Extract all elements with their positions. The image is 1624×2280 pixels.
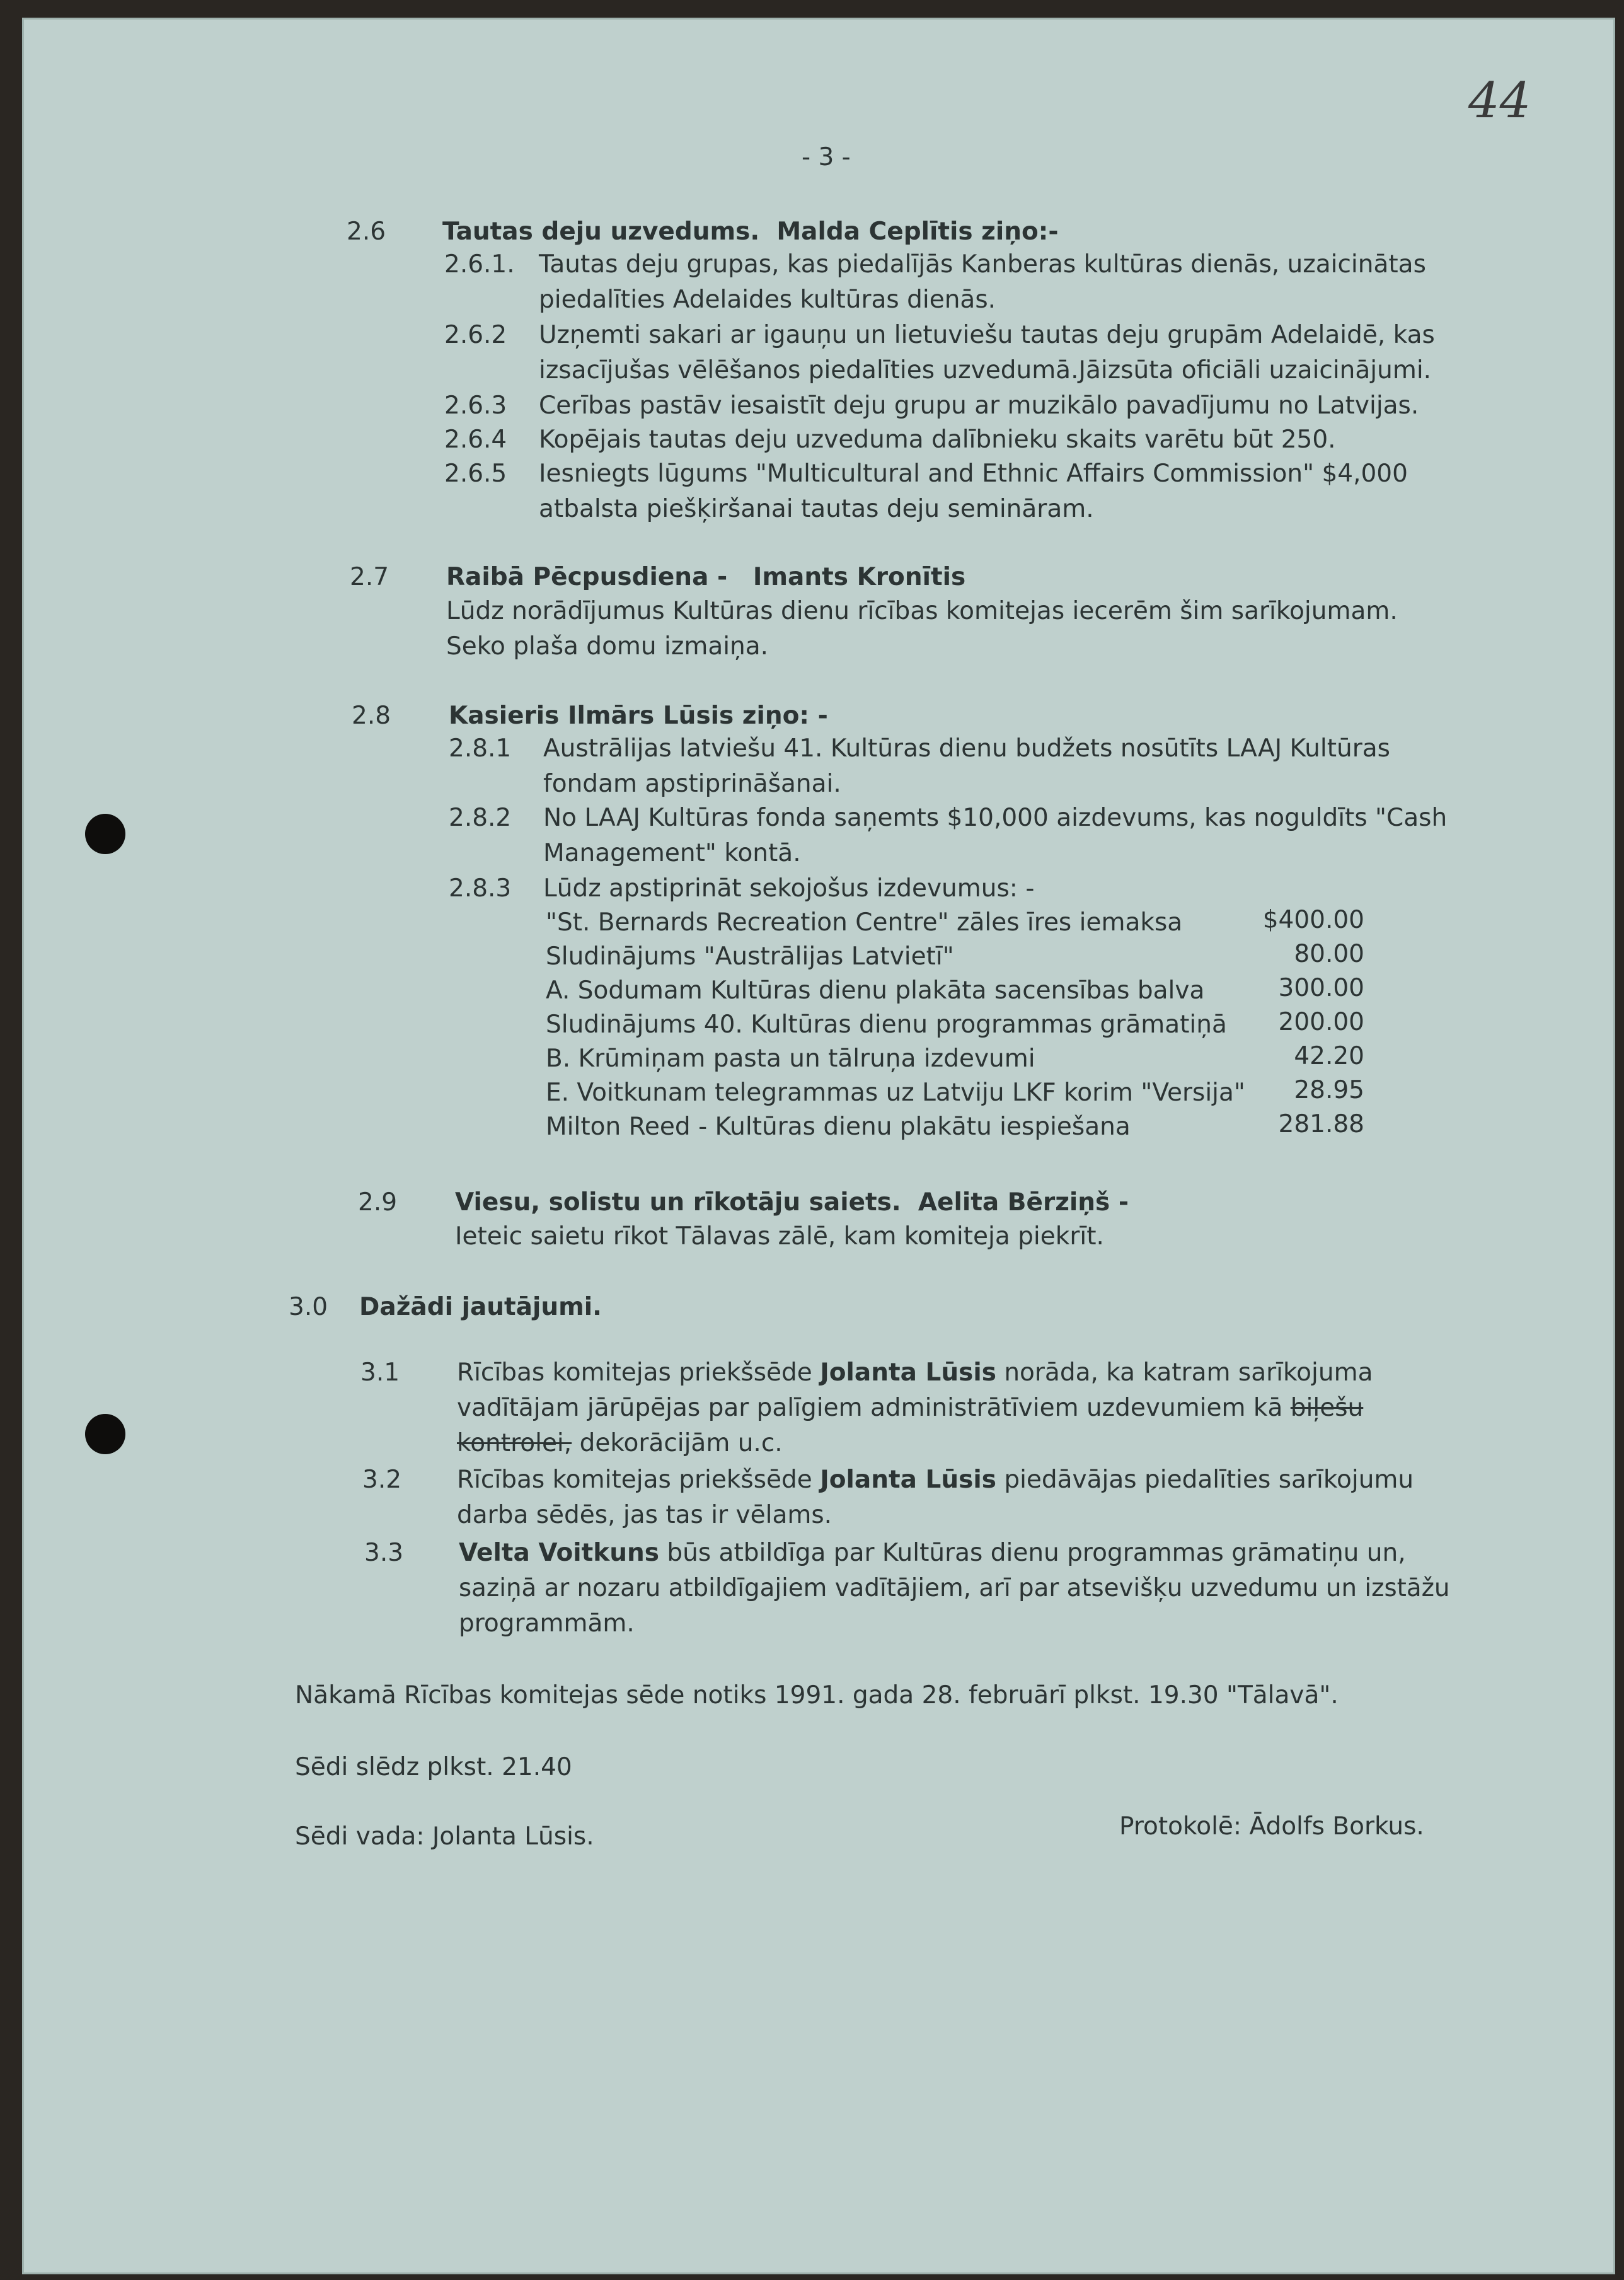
section-3-3-number: 3.3 [364, 1539, 404, 1567]
item-2-6-2-line-2: izsacījušas vēlēšanos piedalīties uzvedumā.Jāizsūta oficiāli uzaicinājumi. [539, 356, 1432, 385]
chairperson-name: Jolanta Lūsis [820, 1358, 996, 1387]
section-2-9-line-1: Ieteic saietu rīkot Tālavas zālē, kam komiteja piekrīt. [455, 1222, 1104, 1251]
item-2-6-2-number: 2.6.2 [444, 321, 507, 349]
expense-amount: 281.88 [1278, 1110, 1364, 1138]
expense-description: A. Sodumam Kultūras dienu plakāta sacensības balva [546, 976, 1205, 1005]
expense-amount: 200.00 [1278, 1008, 1364, 1036]
expense-amount: 28.95 [1294, 1076, 1364, 1104]
section-2-8-title: Kasieris Ilmārs Lūsis ziņo: - [449, 702, 828, 730]
expense-description: Milton Reed - Kultūras dienu plakātu iespiešana [546, 1113, 1131, 1141]
section-2-7-number: 2.7 [350, 563, 389, 591]
section-3-3-line-3: programmām. [459, 1609, 635, 1638]
punch-hole-upper [85, 814, 125, 854]
section-2-7-title: Raibā Pēcpusdiena - Imants Kronītis [446, 563, 966, 591]
item-2-8-2-line-1: No LAAJ Kultūras fonda saņemts $10,000 aizdevums, kas noguldīts "Cash [543, 804, 1448, 832]
section-2-6-title: Tautas deju uzvedums. Malda Ceplītis ziņo:- [442, 217, 1059, 246]
punch-hole-lower [85, 1414, 125, 1454]
section-3-1-line-2: vadītājam jārūpējas par palīgiem administrātīviem uzdevumiem kā biļešu [457, 1394, 1364, 1422]
page-number: - 3 - [802, 143, 851, 171]
item-2-8-3-line-1: Lūdz apstiprināt sekojošus izdevumus: - [543, 874, 1035, 903]
struck-word: biļešu [1290, 1394, 1364, 1422]
expense-amount: 80.00 [1294, 940, 1364, 968]
item-2-6-5-line-1: Iesniegts lūgums "Multicultural and Ethnic Affairs Commission" $4,000 [539, 460, 1408, 488]
expense-amount: 42.20 [1294, 1042, 1364, 1070]
responsible-person-name: Velta Voitkuns [459, 1539, 659, 1567]
item-2-6-1-number: 2.6.1. [444, 250, 515, 279]
section-3-1-number: 3.1 [360, 1358, 400, 1387]
item-2-6-1-line-2: piedalīties Adelaides kultūras dienās. [539, 286, 996, 314]
section-3-1-line-3: kontrolei, dekorācijām u.c. [457, 1429, 783, 1457]
expense-description: Sludinājums 40. Kultūras dienu programmas grāmatiņā [546, 1010, 1227, 1039]
expense-description: "St. Bernards Recreation Centre" zāles īres iemaksa [546, 908, 1183, 937]
item-2-8-1-number: 2.8.1 [449, 734, 512, 763]
expense-amount: $400.00 [1262, 906, 1364, 934]
chaired-by-note: Sēdi vada: Jolanta Lūsis. [295, 1822, 594, 1851]
expense-description: Sludinājums "Austrālijas Latvietī" [546, 942, 954, 971]
expense-amount: 300.00 [1278, 974, 1364, 1002]
section-3-0-number: 3.0 [289, 1293, 328, 1321]
chairperson-name: Jolanta Lūsis [820, 1466, 996, 1494]
expense-description: B. Krūmiņam pasta un tālruņa izdevumi [546, 1045, 1035, 1073]
section-3-2-line-2: darba sēdēs, jas tas ir vēlams. [457, 1501, 832, 1529]
section-2-9-number: 2.9 [358, 1188, 398, 1217]
item-2-6-3-number: 2.6.3 [444, 391, 507, 420]
item-2-6-1-line-1: Tautas deju grupas, kas piedalījās Kanberas kultūras dienās, uzaicinātas [539, 250, 1426, 279]
handwritten-folio-number: 44 [1468, 72, 1531, 129]
section-3-3-line-2: saziņā ar nozaru atbildīgajiem vadītājiem, arī par atsevišķu uzvedumu un izstāžu [459, 1574, 1450, 1602]
section-3-1-line-1: Rīcības komitejas priekšsēde Jolanta Lūsis norāda, ka katram sarīkojuma [457, 1358, 1373, 1387]
section-2-9-reporter: Aelita Bērziņš - [918, 1188, 1129, 1217]
protocol-by-note: Protokolē: Ādolfs Borkus. [1119, 1812, 1424, 1841]
item-2-8-1-line-2: fondam apstiprināšanai. [543, 770, 841, 798]
meeting-closed-note: Sēdi slēdz plkst. 21.40 [295, 1753, 572, 1781]
section-2-9-title: Viesu, solistu un rīkotāju saiets. Aelita Bērziņš - [455, 1188, 1129, 1217]
item-2-6-5-line-2: atbalsta piešķiršanai tautas deju semināram. [539, 495, 1094, 523]
next-meeting-note: Nākamā Rīcības komitejas sēde notiks 1991. gada 28. februārī plkst. 19.30 "Tālavā". [295, 1681, 1339, 1710]
item-2-6-3-line-1: Cerības pastāv iesaistīt deju grupu ar muzikālo pavadījumu no Latvijas. [539, 391, 1419, 420]
section-3-0-title: Dažādi jautājumi. [359, 1293, 602, 1321]
section-2-6-reporter: Malda Ceplītis ziņo:- [776, 217, 1059, 246]
section-2-7-line-2: Seko plaša domu izmaiņa. [446, 632, 769, 661]
item-2-6-5-number: 2.6.5 [444, 460, 507, 488]
item-2-6-2-line-1: Uzņemti sakari ar igauņu un lietuviešu tautas deju grupām Adelaidē, kas [539, 321, 1435, 349]
section-3-2-line-1: Rīcības komitejas priekšsēde Jolanta Lūsis piedāvājas piedalīties sarīkojumu [457, 1466, 1414, 1494]
section-2-8-number: 2.8 [352, 702, 391, 730]
item-2-8-2-number: 2.8.2 [449, 804, 512, 832]
expense-description: E. Voitkunam telegrammas uz Latviju LKF korim "Versija" [546, 1079, 1245, 1107]
section-2-7-line-1: Lūdz norādījumus Kultūras dienu rīcības komitejas iecerēm šim sarīkojumam. [446, 597, 1398, 625]
item-2-8-2-line-2: Management" kontā. [543, 839, 801, 867]
item-2-8-1-line-1: Austrālijas latviešu 41. Kultūras dienu budžets nosūtīts LAAJ Kultūras [543, 734, 1390, 763]
struck-word: kontrolei, [457, 1429, 572, 1457]
section-2-7-reporter: Imants Kronītis [752, 563, 966, 591]
section-3-3-line-1: Velta Voitkuns būs atbildīga par Kultūras dienu programmas grāmatiņu un, [459, 1539, 1406, 1567]
section-2-6-number: 2.6 [347, 217, 386, 246]
item-2-6-4-number: 2.6.4 [444, 425, 507, 454]
item-2-8-3-number: 2.8.3 [449, 874, 512, 903]
item-2-6-4-line-1: Kopējais tautas deju uzveduma dalībnieku skaits varētu būt 250. [539, 425, 1336, 454]
section-3-2-number: 3.2 [362, 1466, 402, 1494]
